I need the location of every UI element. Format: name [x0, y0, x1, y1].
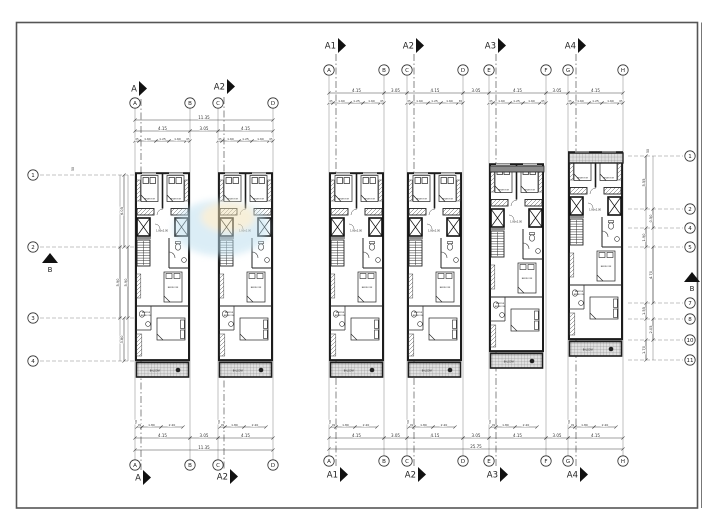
dimension-label: 09: [220, 423, 225, 427]
dimension-label: 3.05: [552, 87, 562, 93]
dimension-label: 65: [489, 99, 493, 103]
room-label: 1.80x2.00: [588, 208, 602, 212]
dimension-label: 1.80: [420, 422, 427, 427]
dimension-label: 4.15: [158, 432, 167, 438]
dimension-label: 1.80: [148, 422, 155, 427]
dimension-label: 3.80: [119, 335, 124, 344]
dimension-label: 50: [488, 420, 492, 424]
dimension-label: 1.60: [528, 98, 535, 103]
dimension-label: 65: [135, 137, 139, 141]
grid-bubble-label: 5: [688, 245, 692, 251]
dimension-label: 2.20: [168, 422, 176, 427]
room-label: BALCONY: [343, 369, 355, 373]
room-label: 1.80x2.00: [509, 220, 523, 224]
grid-bubble-label: C: [216, 463, 220, 469]
section-flag-icon: [227, 79, 235, 94]
grid-bubble-label: D: [460, 459, 466, 465]
room-label: BEDROOM: [577, 177, 588, 180]
grid-bubble-label: 11: [686, 358, 694, 364]
dimension-label: 25.75: [470, 443, 482, 449]
dimension-label: 2.20: [362, 422, 370, 427]
dimension-label: 3.05: [391, 432, 400, 438]
section-marker-label: A1: [324, 41, 336, 52]
dimension-label: 50: [328, 420, 332, 424]
room-label: MASTER: [224, 312, 234, 314]
room-label: BEDROOM: [227, 198, 238, 201]
grid-bubble-label: 8: [688, 317, 692, 323]
section-marker-label: A: [135, 473, 141, 484]
dimension-label: 4.15: [591, 432, 600, 438]
dimension-label: 4.15: [513, 432, 522, 438]
dimension-label: 50: [567, 420, 571, 424]
room-label: MASTER: [495, 303, 505, 305]
grid-bubble-label: 10: [686, 338, 694, 344]
dimension-label: 50: [217, 420, 221, 424]
grid-bubble-label: 1: [31, 173, 35, 179]
dimension-label: 65: [541, 99, 545, 103]
room-label: BALCONY: [582, 348, 594, 352]
room-label: BEDROOM: [170, 198, 181, 201]
grid-bubble-label: A: [133, 463, 137, 469]
dimension-label: 3.05: [471, 432, 481, 438]
dimension-label: 65: [218, 137, 222, 141]
dimension-label: 09: [331, 423, 336, 427]
dimension-label: 1.60: [174, 136, 181, 141]
dimension-label: 1.25: [431, 98, 438, 103]
dimension-label: 50: [406, 420, 410, 424]
room-label: BEDROOM: [412, 315, 424, 317]
dimension-label: 5.90: [123, 278, 128, 287]
dimension-label: 65: [269, 137, 273, 141]
room-label: BEDROOM: [521, 278, 533, 280]
dimension-label: 50: [646, 148, 650, 154]
grid-bubble-label: D: [270, 101, 276, 107]
b-arrow-icon: [42, 253, 58, 263]
section-marker-label: A3: [486, 470, 498, 481]
room-label: BEDROOM: [338, 198, 349, 201]
floor-plan-units: [136, 152, 622, 378]
section-flag-icon: [340, 467, 348, 482]
grid-bubble-label: B: [382, 459, 386, 465]
unit-plan-unit-a3: [490, 164, 543, 369]
grid-bubble-label: D: [460, 68, 466, 74]
unit-plan-unit-left-1: [136, 173, 189, 378]
unit-plan-unit-a1: [330, 173, 383, 378]
section-marker-label: A2: [216, 472, 228, 483]
dimension-label: 3.05: [199, 125, 209, 131]
grid-bubble-label: A: [327, 68, 331, 74]
dimension-label: 09: [570, 423, 575, 427]
dimension-label: 1.25: [353, 98, 360, 103]
room-label: BALCONY: [421, 369, 433, 373]
b-arrow-label: B: [689, 285, 695, 293]
section-marker-label: A1: [326, 470, 338, 481]
dimension-label: 4.15: [352, 432, 361, 438]
dimension-label: 0.50: [648, 214, 653, 223]
grid-bubble-label: 1: [688, 154, 692, 160]
dimension-label: 1.80: [342, 422, 349, 427]
dimension-label: 1.90: [641, 233, 646, 242]
section-marker-label: A3: [484, 41, 496, 52]
dimension-label: 1.60: [257, 136, 264, 141]
grid-bubble-label: A: [327, 459, 331, 465]
room-label: BEDROOM: [416, 198, 427, 201]
section-marker-label: A2: [213, 82, 225, 93]
room-label: BEDROOM: [524, 189, 535, 192]
room-label: MASTER: [141, 312, 151, 314]
room-label: BEDROOM: [334, 315, 346, 317]
dimension-label: 09: [409, 423, 414, 427]
grid-bubble-label: B: [188, 463, 192, 469]
grid-bubble-label: H: [620, 68, 626, 74]
grid-bubble-label: F: [544, 459, 548, 465]
dimension-label: 1.25: [592, 98, 599, 103]
dimension-label: 2.20: [522, 422, 530, 427]
grid-bubble-label: G: [565, 68, 571, 74]
dimension-label: 65: [568, 99, 572, 103]
grid-bubble-label: B: [382, 68, 386, 74]
section-flag-icon: [418, 467, 426, 482]
dimension-label: 4.15: [158, 125, 167, 131]
dimension-label: 1.25: [242, 136, 249, 141]
grid-bubble-label: E: [487, 459, 491, 465]
section-marker-label: A4: [566, 470, 578, 481]
dimension-label: 1.80: [502, 422, 509, 427]
dimension-label: 4.15: [430, 87, 440, 93]
dimension-label: 1.60: [446, 98, 453, 103]
room-label: BEDROOM: [573, 294, 585, 296]
dimension-label: 1.60: [498, 98, 505, 103]
section-flag-icon: [139, 81, 147, 96]
room-label: 1.80x2.00: [427, 229, 441, 233]
grid-bubble-label: B: [188, 101, 192, 107]
dimension-label: 65: [329, 99, 333, 103]
dimension-label: 1.80: [231, 422, 238, 427]
room-label: BEDROOM: [140, 315, 152, 317]
room-label: BALCONY: [503, 360, 515, 364]
dimension-label: 3.05: [471, 87, 481, 93]
dimension-label: 65: [380, 99, 384, 103]
grid-bubble-label: 4: [688, 226, 692, 232]
room-label: BEDROOM: [250, 287, 262, 289]
section-marker-label: A4: [564, 41, 576, 52]
section-flag-icon: [338, 38, 346, 53]
dimension-label: 11.35: [198, 114, 210, 120]
room-label: BEDROOM: [442, 198, 453, 201]
grid-bubble-label: C: [405, 68, 409, 74]
dimension-label: 09: [137, 423, 142, 427]
section-flag-icon: [498, 38, 506, 53]
dimension-label: 1.60: [607, 98, 614, 103]
dimension-label: 65: [458, 99, 463, 103]
grid-bubble-label: C: [405, 459, 409, 465]
room-label: BEDROOM: [439, 287, 451, 289]
dimension-label: 1.60: [227, 136, 234, 141]
room-label: BEDROOM: [167, 287, 179, 289]
dimension-label: 11.35: [198, 444, 210, 450]
dimension-label: 09: [491, 423, 496, 427]
dimension-label: 4.15: [241, 432, 250, 438]
dimension-label: 1.60: [416, 98, 423, 103]
room-label: BEDROOM: [494, 306, 506, 308]
dimension-label: 1.60: [144, 136, 151, 141]
room-label: BEDROOM: [600, 266, 612, 268]
dimension-label: 65: [619, 99, 623, 103]
section-marker-label: A2: [404, 470, 416, 481]
room-label: 1.80x2.00: [155, 229, 169, 233]
grid-bubble-label: G: [565, 459, 571, 465]
dimension-label: 2.20: [251, 422, 259, 427]
dimension-label: 1.70: [641, 345, 646, 355]
grid-bubble-label: D: [270, 463, 276, 469]
dimension-label: 1.80: [581, 422, 588, 427]
unit-plan-unit-a2: [408, 173, 461, 378]
room-label: BALCONY: [149, 369, 161, 373]
dimension-label: 1.60: [577, 98, 584, 103]
section-flag-icon: [230, 469, 238, 484]
unit-plan-unit-a4: [569, 152, 622, 357]
dimension-label: 65: [186, 137, 190, 141]
dimension-label: 1.60: [368, 98, 375, 103]
grid-bubble-label: H: [620, 459, 626, 465]
room-label: BEDROOM: [498, 189, 509, 192]
dimension-label: 4.15: [241, 125, 250, 131]
dimension-label: 1.60: [338, 98, 345, 103]
dimension-label: 5.55: [641, 178, 646, 187]
dimension-label: 4.15: [591, 87, 600, 93]
grid-bubble-label: A: [133, 101, 137, 107]
section-flag-icon: [578, 38, 586, 53]
section-marker-label: A: [131, 84, 137, 95]
grid-bubble-label: 2: [688, 207, 692, 213]
dimension-label: 1.55: [641, 306, 646, 316]
dimension-label: 1.25: [159, 136, 166, 141]
dimension-label: 2.20: [601, 422, 609, 427]
dimension-label: 65: [407, 99, 411, 103]
grid-bubble-label: F: [544, 68, 548, 74]
dimension-label: 50: [71, 166, 75, 172]
section-flag-icon: [143, 470, 151, 485]
watermark-logo: [173, 200, 269, 256]
room-label: 1.80x2.00: [349, 229, 363, 233]
dimension-label: 4.70: [648, 270, 653, 280]
grid-bubble-label: 7: [688, 301, 692, 307]
dimension-label: 4.15: [513, 87, 522, 93]
room-label: MASTER: [335, 312, 345, 314]
dimension-label: 6.05: [119, 206, 124, 216]
dimension-label: 1.25: [513, 98, 520, 103]
b-arrow-label: B: [47, 266, 53, 274]
room-label: MASTER: [574, 291, 584, 293]
section-marker-label: A2: [402, 41, 414, 52]
room-label: MASTER: [413, 312, 423, 314]
grid-bubble-label: 2: [31, 245, 35, 251]
grid-bubble-label: 4: [31, 359, 35, 365]
section-flag-icon: [580, 467, 588, 482]
dimension-label: 3.05: [199, 432, 209, 438]
dimension-label: 4.15: [352, 87, 361, 93]
grid-bubble-label: 3: [31, 316, 35, 322]
section-flag-icon: [416, 38, 424, 53]
room-label: BEDROOM: [361, 287, 373, 289]
room-label: BEDROOM: [253, 198, 264, 201]
dimension-label: 50: [134, 420, 138, 424]
room-label: BALCONY: [232, 369, 244, 373]
dimension-label: 3.05: [552, 432, 562, 438]
grid-bubble-label: C: [216, 101, 220, 107]
dimension-label: 2.05: [648, 325, 653, 334]
room-label: BEDROOM: [223, 315, 235, 317]
room-label: BEDROOM: [144, 198, 155, 201]
dimension-label: 2.20: [440, 422, 448, 427]
section-flag-icon: [500, 467, 508, 482]
dimension-label: 4.15: [430, 432, 440, 438]
room-label: BEDROOM: [364, 198, 375, 201]
dimension-label: 5.90: [115, 278, 120, 287]
room-label: BEDROOM: [603, 177, 614, 180]
dimension-label: 3.05: [391, 87, 400, 93]
grid-bubble-label: E: [487, 68, 491, 74]
